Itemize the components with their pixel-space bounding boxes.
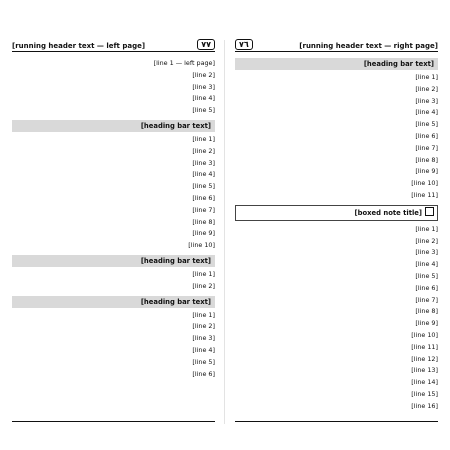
text-line: [line 5] bbox=[192, 357, 215, 366]
section-heading: [heading bar text] bbox=[12, 255, 215, 267]
text-line: [line 5] bbox=[415, 271, 438, 280]
page-body bbox=[12, 58, 215, 380]
running-header bbox=[12, 36, 215, 52]
text-line: [line 4] bbox=[192, 345, 215, 354]
text-line: [line 3] bbox=[192, 334, 215, 343]
text-line: [line 1] bbox=[192, 269, 215, 278]
text-line: [line 10] bbox=[411, 330, 438, 339]
right-page bbox=[235, 36, 438, 436]
text-line: [line 10] bbox=[188, 241, 215, 250]
text-line: [line 3] bbox=[415, 248, 438, 257]
text-line: [line 3] bbox=[415, 96, 438, 105]
square-marker-icon bbox=[425, 207, 434, 216]
text-line: [line 9] bbox=[415, 167, 438, 176]
section-heading: [heading bar text] bbox=[12, 120, 215, 132]
page-number: ٧٧ bbox=[197, 39, 215, 50]
text-line: [line 2] bbox=[415, 84, 438, 93]
text-line: [line 2] bbox=[415, 236, 438, 245]
text-line: [line 6] bbox=[415, 283, 438, 292]
text-line: [line 6] bbox=[415, 131, 438, 140]
text-line: [line 2] bbox=[192, 70, 215, 79]
text-line: [line 5] bbox=[415, 120, 438, 129]
text-line: [line 3] bbox=[192, 158, 215, 167]
text-line: [line 16] bbox=[411, 401, 438, 410]
text-line: [line 1] bbox=[415, 224, 438, 233]
footnote-rule bbox=[235, 421, 438, 422]
gutter bbox=[224, 40, 225, 424]
left-page bbox=[12, 36, 215, 436]
text-line: [line 4] bbox=[192, 170, 215, 179]
text-line: [line 7] bbox=[415, 295, 438, 304]
text-line: [line 8] bbox=[192, 217, 215, 226]
text-line: [line 9] bbox=[192, 229, 215, 238]
note-title: [boxed note title] bbox=[354, 208, 422, 217]
text-line: [line 7] bbox=[192, 205, 215, 214]
text-line: [line 1] bbox=[192, 134, 215, 143]
text-line: [line 9] bbox=[415, 319, 438, 328]
text-line: [line 2] bbox=[192, 146, 215, 155]
section-heading: [heading bar text] bbox=[12, 296, 215, 308]
text-line: [line 6] bbox=[192, 369, 215, 378]
text-line: [line 5] bbox=[192, 182, 215, 191]
section-heading: [heading bar text] bbox=[235, 58, 438, 70]
text-line: [line 1 — left page] bbox=[153, 59, 215, 67]
text-line: [line 5] bbox=[192, 106, 215, 115]
text-line: [line 10] bbox=[411, 179, 438, 188]
text-line: [line 7] bbox=[415, 143, 438, 152]
text-line: [line 2] bbox=[192, 281, 215, 290]
text-line: [line 1] bbox=[415, 73, 438, 81]
text-line: [line 8] bbox=[415, 155, 438, 164]
text-line: [line 4] bbox=[192, 94, 215, 103]
note-box bbox=[235, 205, 438, 221]
text-line: [line 15] bbox=[411, 389, 438, 398]
text-line: [line 4] bbox=[415, 260, 438, 269]
text-line: [line 8] bbox=[415, 307, 438, 316]
text-line: [line 14] bbox=[411, 378, 438, 387]
text-line: [line 13] bbox=[411, 366, 438, 375]
running-title: [running header text — right page] bbox=[299, 42, 438, 50]
text-line: [line 2] bbox=[192, 322, 215, 331]
page-number: ٧٦ bbox=[235, 39, 253, 50]
text-line: [line 12] bbox=[411, 354, 438, 363]
text-line: [line 11] bbox=[411, 190, 438, 199]
running-title: [running header text — left page] bbox=[12, 42, 146, 50]
text-line: [line 11] bbox=[411, 342, 438, 351]
text-line: [line 3] bbox=[192, 82, 215, 91]
footnote-rule bbox=[12, 421, 215, 422]
text-line: [line 1] bbox=[192, 310, 215, 319]
running-header bbox=[235, 36, 438, 52]
page-body bbox=[235, 58, 438, 413]
text-line: [line 4] bbox=[415, 108, 438, 117]
text-line: [line 6] bbox=[192, 193, 215, 202]
